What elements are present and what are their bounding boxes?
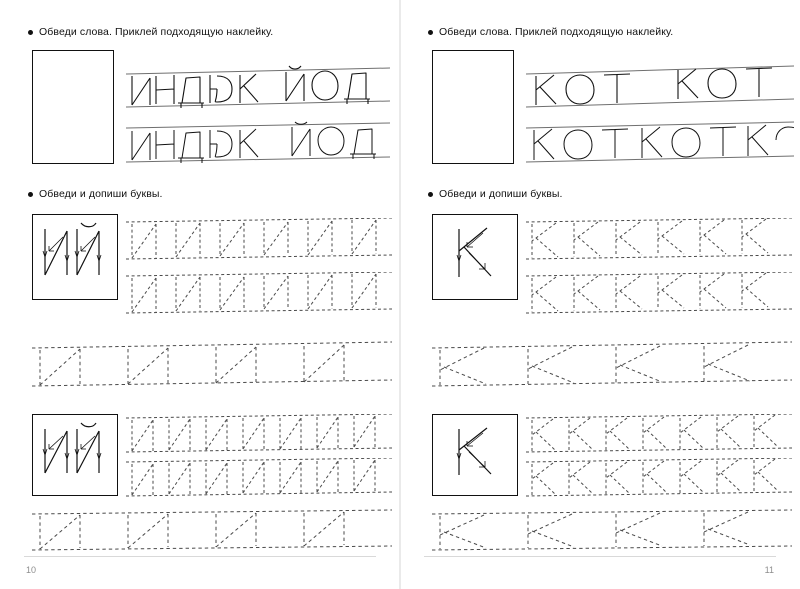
task-text: Обведи и допиши буквы. [39,188,163,200]
letter-model-i [33,215,117,299]
right-task-2 [428,188,563,200]
trace-row-l5[interactable] [126,458,392,500]
footer-rule [424,556,776,557]
letter-model-k-2 [433,415,517,495]
bullet-icon [428,30,433,35]
trace-row-l4[interactable] [126,414,392,456]
trace-row-r1[interactable] [526,218,792,264]
left-task-2 [28,188,163,200]
right-task-1 [428,26,673,38]
page-number-left: 10 [26,565,37,575]
sticker-placeholder-box[interactable] [432,50,514,164]
letter-model-box-i-lower [32,414,118,496]
right-page [400,0,800,589]
word-line-2[interactable] [126,120,390,168]
trace-row-l3-large[interactable] [32,340,392,390]
word-line-2[interactable] [526,120,794,168]
letter-model-box-i-upper [32,214,118,300]
task-text: Обведи и допиши буквы. [439,188,563,200]
page-number-right: 11 [764,565,774,575]
trace-row-r3-large[interactable] [432,340,792,390]
trace-row-r4[interactable] [526,414,792,456]
letter-model-k [433,215,517,299]
bullet-icon [428,192,433,197]
trace-row-l6-large[interactable] [32,508,392,554]
trace-row-l2[interactable] [126,272,392,318]
trace-row-r6-large[interactable] [432,508,792,554]
task-text: Обведи слова. Приклей подходящую наклейку. [39,26,274,38]
bullet-icon [28,192,33,197]
trace-row-r5[interactable] [526,458,792,500]
word-line-1[interactable] [126,58,390,112]
trace-row-l1[interactable] [126,218,392,264]
trace-row-r2[interactable] [526,272,792,318]
letter-model-i-2 [33,415,117,495]
letter-model-box-k-lower [432,414,518,496]
left-task-1 [28,26,273,38]
sticker-placeholder-box[interactable] [32,50,114,164]
letter-model-box-k-upper [432,214,518,300]
word-line-1[interactable] [526,58,794,112]
task-text: Обведи слова. Приклей подходящую наклейку. [439,26,674,38]
bullet-icon [28,30,33,35]
footer-rule [24,556,376,557]
